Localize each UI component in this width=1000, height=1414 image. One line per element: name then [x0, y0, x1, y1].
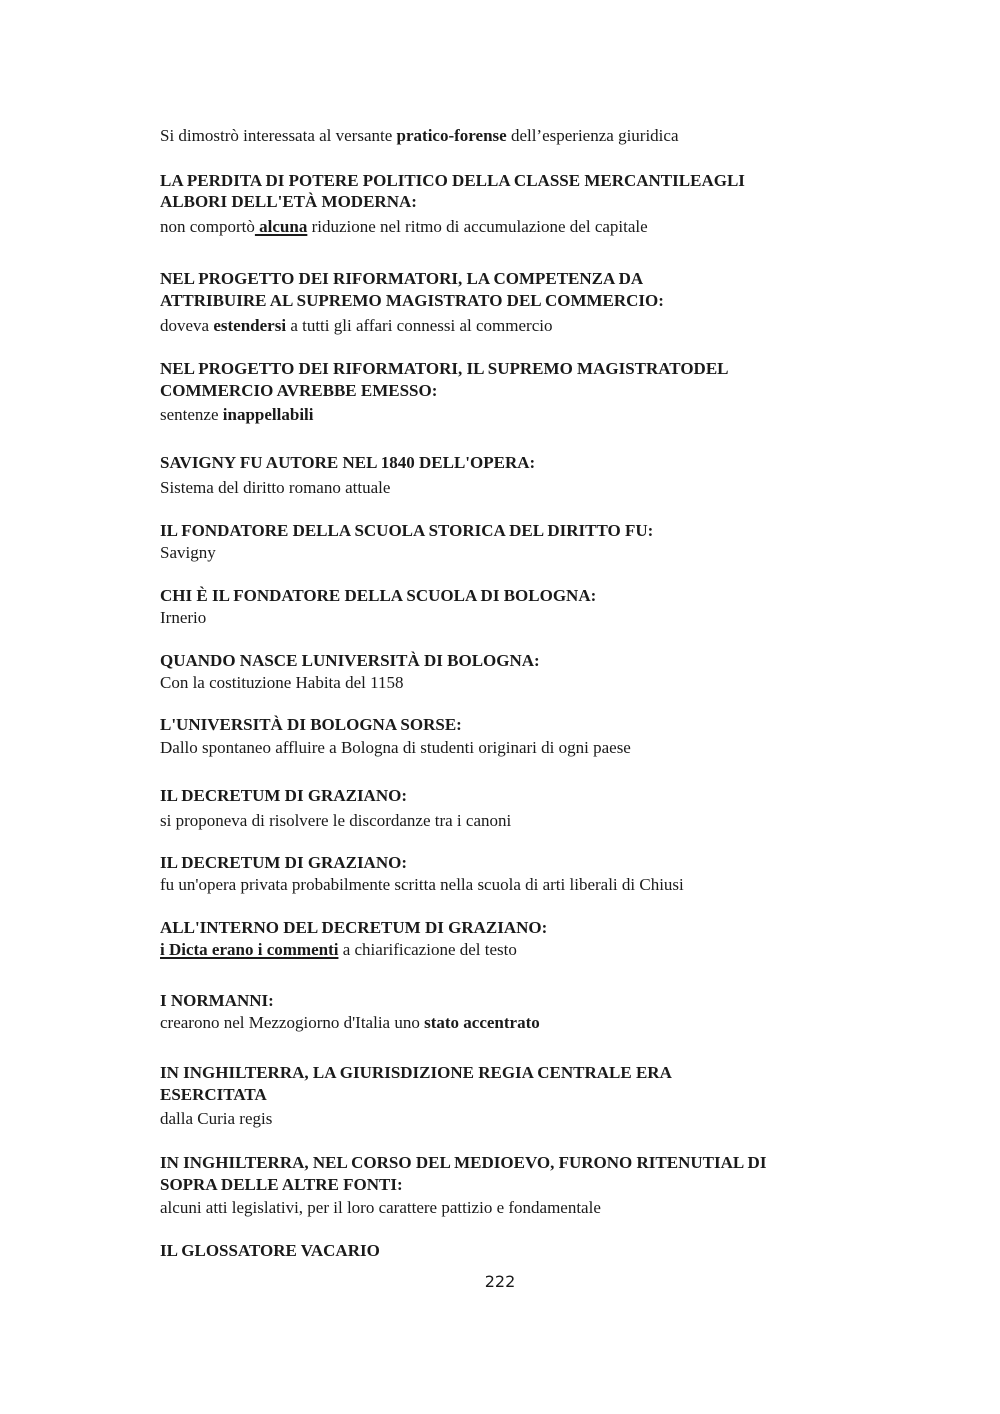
answer-line: fu un'opera privata probabilmente scritta nella scuola di arti liberali di Chiusi: [160, 875, 684, 894]
question-heading: ESERCITATA: [160, 1085, 267, 1104]
question-heading: SOPRA DELLE ALTRE FONTI:: [160, 1175, 403, 1194]
answer-line: crearono nel Mezzogiorno d'Italia uno stato accentrato: [160, 1013, 540, 1032]
question-heading: COMMERCIO AVREBBE EMESSO:: [160, 381, 438, 400]
answer-line: si proponeva di risolvere le discordanze tra i canoni: [160, 811, 512, 830]
answer-line: Irnerio: [160, 608, 207, 627]
question-heading: ATTRIBUIRE AL SUPREMO MAGISTRATO DEL COMMERCIO:: [160, 291, 664, 310]
answer-line: Savigny: [160, 543, 216, 562]
question-heading: ALL'INTERNO DEL DECRETUM DI GRAZIANO:: [160, 918, 548, 937]
answer-line: doveva estendersi a tutti gli affari connessi al commercio: [160, 316, 553, 335]
question-heading: IL GLOSSATORE VACARIO: [160, 1241, 380, 1260]
answer-line: i Dicta erano i commenti a chiarificazione del testo: [160, 940, 517, 959]
question-heading: QUANDO NASCE LUNIVERSITÀ DI BOLOGNA:: [160, 651, 540, 670]
question-heading: LA PERDITA DI POTERE POLITICO DELLA CLASSE MERCANTILEAGLI: [160, 171, 745, 190]
underlined-emphasis: i Dicta erano i commenti: [160, 940, 339, 959]
question-heading: NEL PROGETTO DEI RIFORMATORI, IL SUPREMO MAGISTRATODEL: [160, 359, 729, 378]
question-heading: IN INGHILTERRA, LA GIURISDIZIONE REGIA CENTRALE ERA: [160, 1063, 672, 1082]
answer-line: Dallo spontaneo affluire a Bologna di studenti originari di ogni paese: [160, 738, 631, 757]
answer-line: Con la costituzione Habita del 1158: [160, 673, 404, 692]
question-heading: IL DECRETUM DI GRAZIANO:: [160, 786, 407, 805]
answer-line: sentenze inappellabili: [160, 405, 314, 424]
underlined-emphasis: alcuna: [254, 217, 308, 236]
page-number: 222: [484, 1272, 516, 1291]
answer-line: dalla Curia regis: [160, 1109, 273, 1128]
question-heading: IN INGHILTERRA, NEL CORSO DEL MEDIOEVO, FURONO RITENUTIAL DI: [160, 1153, 767, 1172]
question-heading: I NORMANNI:: [160, 991, 274, 1010]
answer-line: alcuni atti legislativi, per il loro carattere pattizio e fondamentale: [160, 1198, 601, 1217]
question-heading: L'UNIVERSITÀ DI BOLOGNA SORSE:: [160, 715, 462, 734]
question-heading: CHI È IL FONDATORE DELLA SCUOLA DI BOLOGNA:: [160, 586, 597, 605]
question-heading: ALBORI DELL'ETÀ MODERNA:: [160, 192, 417, 211]
answer-line: Sistema del diritto romano attuale: [160, 478, 391, 497]
question-heading: IL DECRETUM DI GRAZIANO:: [160, 853, 407, 872]
question-heading: SAVIGNY FU AUTORE NEL 1840 DELL'OPERA:: [160, 453, 536, 472]
question-heading: NEL PROGETTO DEI RIFORMATORI, LA COMPETENZA DA: [160, 269, 644, 288]
answer-line: non comportò alcuna riduzione nel ritmo di accumulazione del capitale: [160, 217, 648, 236]
question-heading: IL FONDATORE DELLA SCUOLA STORICA DEL DIRITTO FU:: [160, 521, 654, 540]
intro-line: Si dimostrò interessata al versante pratico-forense dell’esperienza giuridica: [160, 126, 679, 145]
